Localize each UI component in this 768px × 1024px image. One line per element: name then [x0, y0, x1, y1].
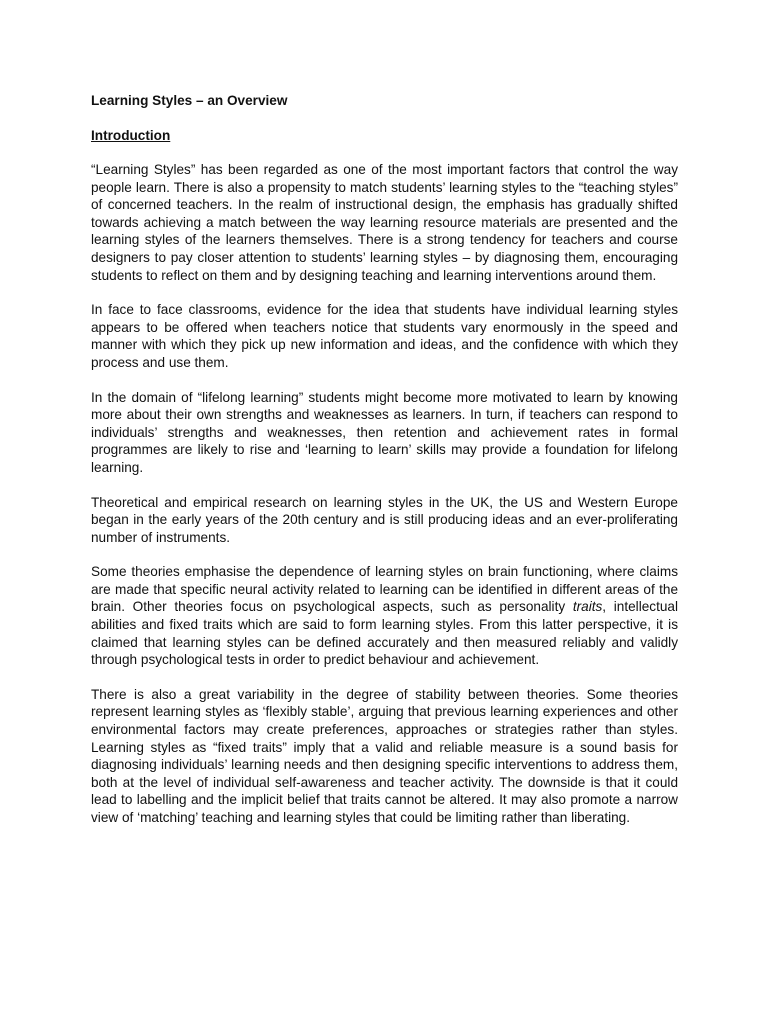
paragraph-5-emphasis: traits	[572, 599, 603, 615]
paragraph-1: “Learning Styles” has been regarded as one of the most important factors that control the way people learn. There is also a propensity to match students’ learning styles to the “teaching styles” of concerned teachers. In the realm of instructional design, the emphasis has gradually shifted towards achieving a match between the way learning resource materials are presented and the learning styles of the learners themselves. There is a strong tendency for teachers and course designers to pay closer attention to students’ learning styles – by diagnosing them, encouraging students to reflect on them and by designing teaching and learning interventions around them.	[91, 162, 678, 283]
paragraph-3: In the domain of “lifelong learning” students might become more motivated to learn by knowing more about their own strengths and weaknesses as learners. In turn, if teachers can respond to individuals’ strengths and weaknesses, then retention and achievement rates in formal programmes are likely to rise and ‘learning to learn’ skills may provide a foundation for lifelong learning.	[91, 389, 678, 475]
paragraph-5-text-after: , intellectual abilities and fixed traits which are said to form learning styles. From this latter perspective, it is claimed that learning styles can be defined accurately and then measured reliably and validly through psychological tests in order to predict behaviour and achievement.	[91, 599, 678, 668]
document-body	[91, 92, 678, 844]
paragraph-6: There is also a great variability in the degree of stability between theories. Some theories represent learning styles as ‘flexibly stable’, arguing that previous learning experiences and other environmental factors may create preferences, approaches or strategies rather than styles. Learning styles as “fixed traits” imply that a valid and reliable measure is a sound basis for diagnosing individuals’ learning needs and then designing specific interventions to address them, both at the level of individual self-awareness and teacher activity. The downside is that it could lead to labelling and the implicit belief that traits cannot be altered. It may also promote a narrow view of ‘matching’ teaching and learning styles that could be limiting rather than liberating.	[91, 686, 678, 825]
paragraph-5	[91, 563, 678, 669]
paragraph-4: Theoretical and empirical research on learning styles in the UK, the US and Western Europe began in the early years of the 20th century and is still producing ideas and an ever-proliferating number of instruments.	[91, 494, 678, 545]
paragraph-2: In face to face classrooms, evidence for the idea that students have individual learning styles appears to be offered when teachers notice that students vary enormously in the speed and manner with which they pick up new information and ideas, and the confidence with which they process and use them.	[91, 302, 678, 370]
section-heading-introduction: Introduction	[91, 128, 171, 143]
paragraph-5-text-before: Some theories emphasise the dependence of learning styles on brain functioning, where claims are made that specific neural activity related to learning can be identified in different areas of the brain. Other theories focus on psychological aspects, such as personality	[91, 564, 678, 615]
document-title: Learning Styles – an Overview	[91, 93, 288, 108]
